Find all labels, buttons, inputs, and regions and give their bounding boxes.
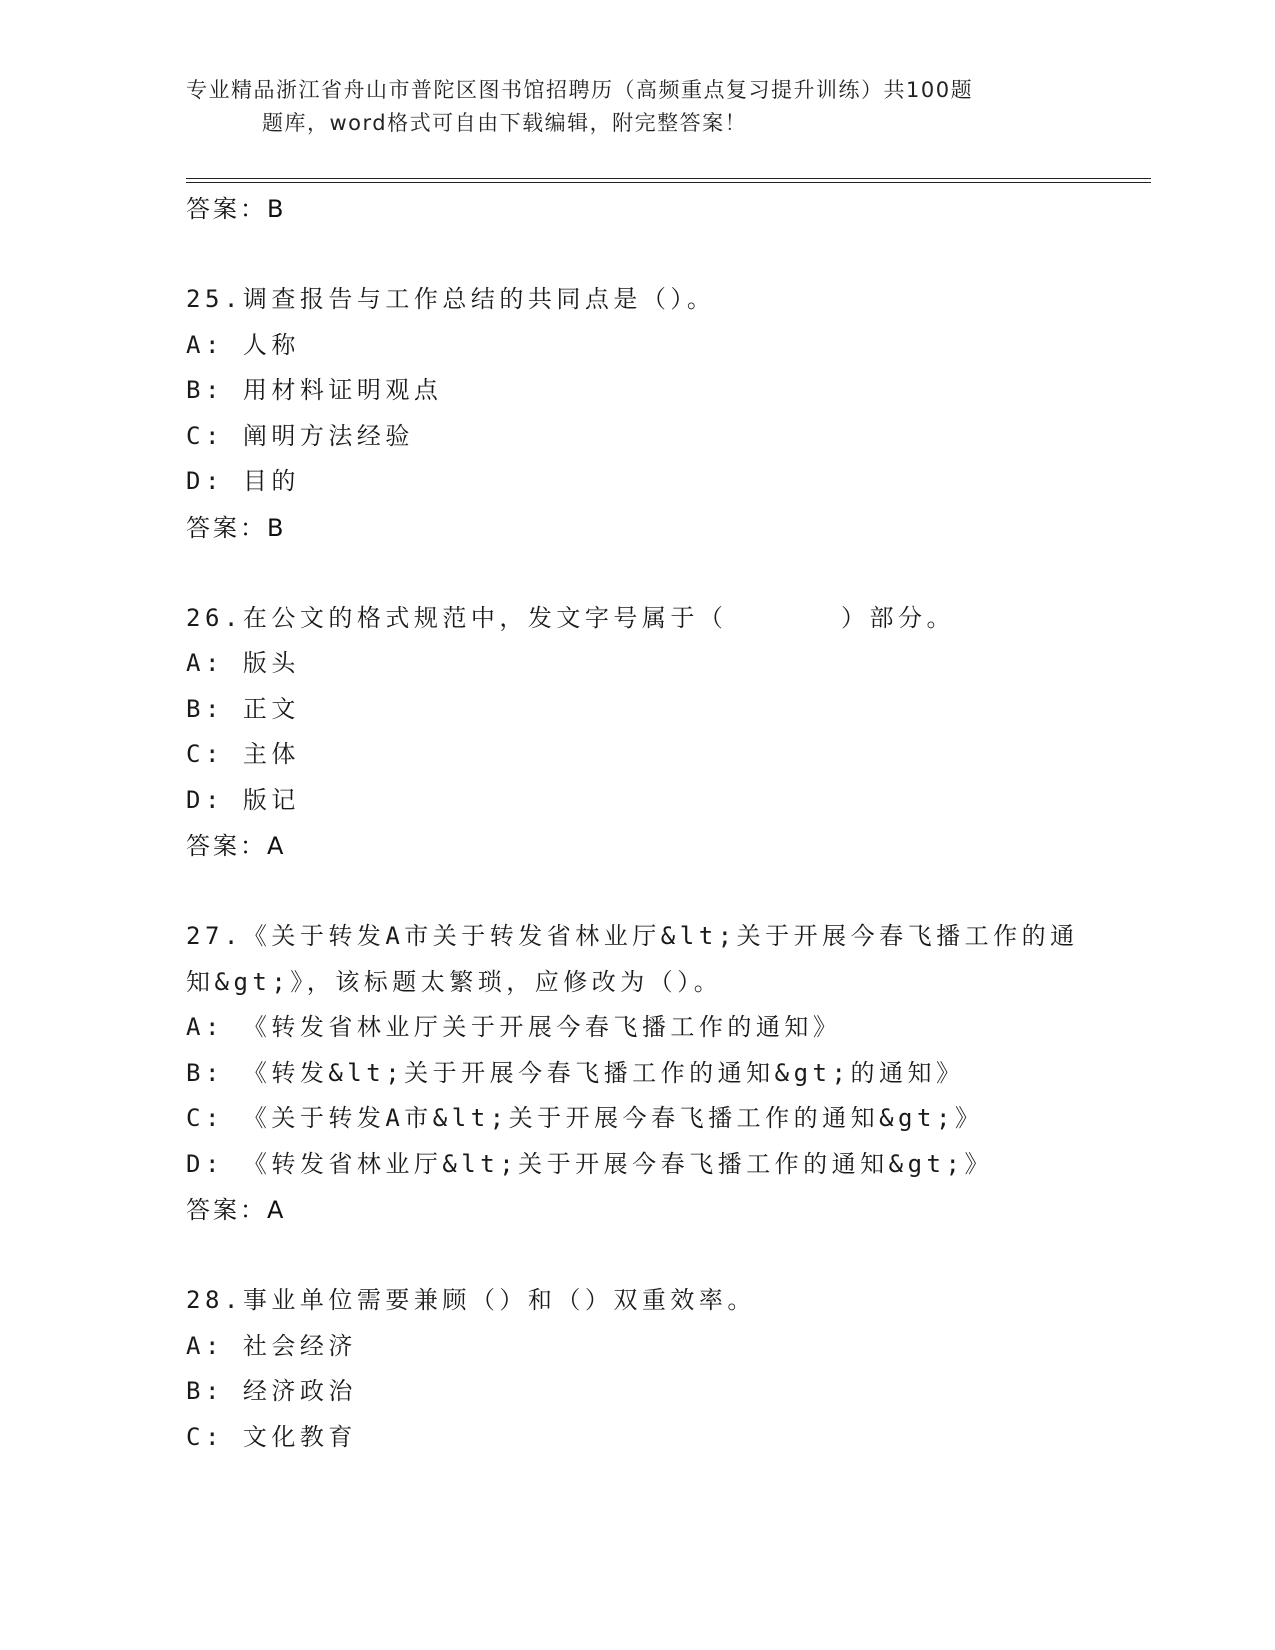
option-c: C: 文化教育: [186, 1422, 357, 1451]
question-text: 26.在公文的格式规范中，发文字号属于（ ）部分。: [186, 603, 956, 632]
question-27: [186, 914, 1086, 1233]
question-list: [186, 186, 1086, 1460]
header-divider-top: [186, 178, 1151, 179]
option-a: A: 《转发省林业厅关于开展今春飞播工作的通知》: [186, 1013, 842, 1041]
header-title-line2: 题库，word格式可自由下载编辑，附完整答案！: [262, 111, 748, 135]
document-header: [186, 74, 1086, 140]
header-divider-bottom: [186, 182, 1151, 183]
option-a: A: 人称: [186, 330, 300, 359]
question-25: [186, 277, 1086, 551]
question-26: [186, 596, 1086, 870]
answer-line: 答案：B: [186, 195, 287, 223]
option-d: D: 《转发省林业厅&lt;关于开展今春飞播工作的通知&gt;》: [186, 1149, 993, 1178]
question-text: 28.事业单位需要兼顾（）和（）双重效率。: [186, 1286, 756, 1314]
answer-line: 答案：A: [186, 1196, 287, 1224]
option-a: A: 社会经济: [186, 1331, 357, 1360]
answer-line: 答案：B: [186, 513, 287, 542]
option-a: A: 版头: [186, 649, 300, 677]
option-d: D: 目的: [186, 467, 300, 495]
question-text-line2: 知&gt;》，该标题太繁琐，应修改为（）。: [186, 967, 723, 996]
option-b: B: 用材料证明观点: [186, 376, 443, 404]
option-b: B: 经济政治: [186, 1377, 357, 1405]
question-text-line1: 27.《关于转发A市关于转发省林业厅&lt;关于开展今春飞播工作的通: [186, 922, 1079, 950]
question-28: [186, 1278, 1086, 1460]
header-title-line1: 专业精品浙江省舟山市普陀区图书馆招聘历（高频重点复习提升训练）共100题: [186, 78, 974, 102]
option-c: C: 主体: [186, 740, 300, 768]
option-d: D: 版记: [186, 785, 300, 814]
option-c: C: 《关于转发A市&lt;关于开展今春飞播工作的通知&gt;》: [186, 1104, 984, 1132]
option-b: B: 《转发&lt;关于开展今春飞播工作的通知&gt;的通知》: [186, 1058, 965, 1087]
option-c: C: 阐明方法经验: [186, 421, 414, 450]
option-b: B: 正文: [186, 694, 300, 723]
answer-line: 答案：A: [186, 832, 287, 860]
question-text: 25.调查报告与工作总结的共同点是（）。: [186, 285, 716, 313]
